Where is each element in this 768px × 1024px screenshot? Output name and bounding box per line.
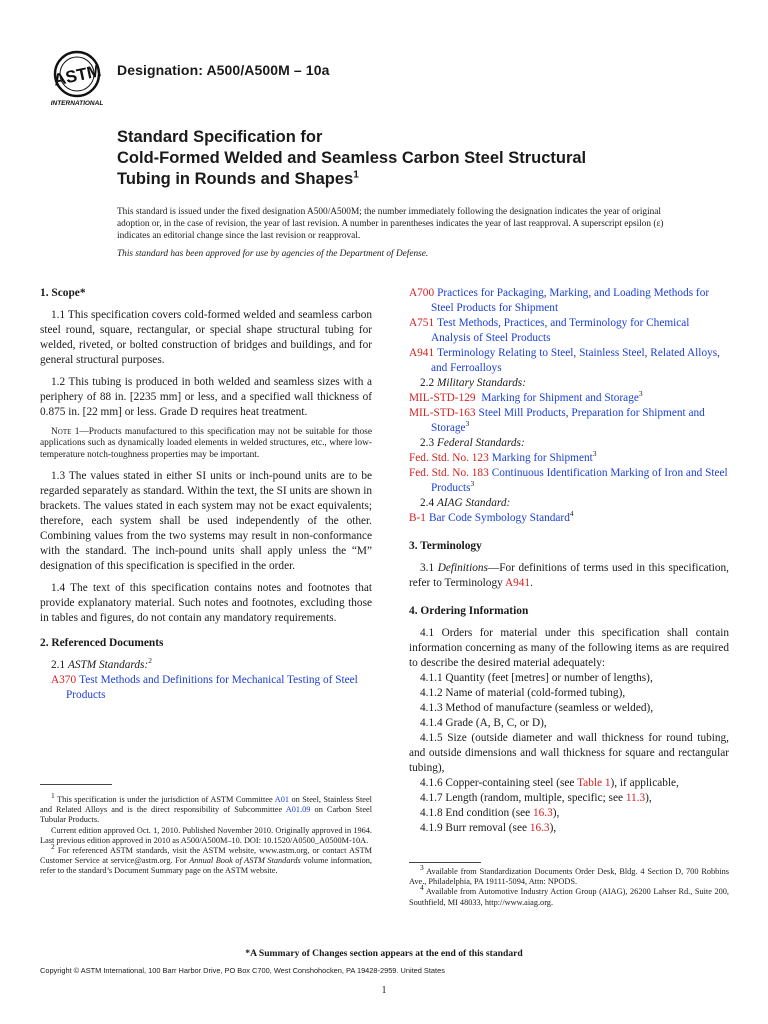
link-11-3[interactable]: 11.3 <box>625 792 646 804</box>
ref-code[interactable]: A370 <box>51 673 77 686</box>
ref-code[interactable]: A751 <box>409 317 435 329</box>
ordering-item-4-1-8 <box>409 806 729 821</box>
note-label: Note 1 <box>51 427 80 437</box>
ref-title[interactable]: Marking for Shipment and Storage <box>481 392 639 404</box>
fn4-text: Available from Automotive Industry Action Group (AIAG), 26200 Lahser Rd., Suite 200, Southfield, MI 48033, http://www.aiag.org. <box>409 887 729 907</box>
title-footnote-mark: 1 <box>353 169 359 181</box>
logo-international: INTERNATIONAL <box>50 100 104 107</box>
ref-fed-std-183[interactable] <box>409 466 729 496</box>
sub-label: AIAG Standard: <box>436 497 511 509</box>
sub-number: 2.1 <box>51 658 66 671</box>
link-16-3[interactable]: 16.3 <box>529 822 550 834</box>
refdocs-sub-2-1 <box>40 658 372 673</box>
note-text: —Products manufactured to this specification may not be suitable for those applications such as dynamically loaded elements in welded structures, etc., where low-temperature notch-toughness properties may be important. <box>40 427 372 460</box>
ordering-item-4-1-7 <box>409 791 729 806</box>
footnote-mark: 3 <box>465 419 470 429</box>
copyright: Copyright © ASTM International, 100 Barr Harbor Drive, PO Box C700, West Conshohocken, PA 19428-2959. United States <box>40 966 445 975</box>
ref-title[interactable]: Test Methods, Practices, and Terminology for Chemical Analysis of Steel Products <box>431 317 690 344</box>
link-table-1[interactable]: Table 1 <box>577 777 611 789</box>
item-text: ), if applicable, <box>610 777 679 789</box>
scope-p4: 1.4 The text of this specification contains notes and footnotes that provide explanatory material. Such notes and footnotes, excluding those in tables and figures, do not contain any mandatory requirements. <box>40 581 372 624</box>
sub-label: ASTM Standards: <box>67 658 149 671</box>
item-text: 4.1.9 Burr removal (see <box>420 822 530 834</box>
ref-a700[interactable] <box>409 286 729 316</box>
ordering-p1: 4.1 Orders for material under this specification shall contain information concerning as many of the following items as are required to describe the desired material adequately: <box>409 627 729 669</box>
left-column <box>40 286 372 703</box>
ordering-heading: 4. Ordering Information <box>409 605 529 617</box>
sub-number: 2.2 <box>420 377 435 389</box>
footnote-mark: 1 <box>51 791 55 801</box>
link-16-3[interactable]: 16.3 <box>532 807 553 819</box>
designation: Designation: A500/A500M – 10a <box>117 62 330 78</box>
fn2-text-a: For referenced ASTM standards, visit the ASTM website, www.astm.org, or contact ASTM Customer Service at service@astm.org. For <box>40 846 373 866</box>
ref-title[interactable]: Marking for Shipment <box>491 452 593 464</box>
footnotes-right <box>409 863 729 908</box>
right-column <box>409 286 729 836</box>
astm-logo <box>42 50 112 108</box>
item-text: 4.1.8 End condition (see <box>420 807 533 819</box>
ref-code[interactable]: Fed. Std. No. 123 <box>409 452 489 464</box>
footnotes-left <box>40 791 373 877</box>
item-text: ), <box>552 807 560 819</box>
title-line-2: Cold-Formed Welded and Seamless Carbon Steel Structural <box>117 149 587 167</box>
footnote-1-edition: Current edition approved Oct. 1, 2010. Published November 2010. Originally approved in 1964. Last previous edition approved in 2010 as A500/A500M–10. DOI: 10.1520/A0500_A0500M-10A. <box>40 825 372 845</box>
scope-p3: 1.3 The values stated in either SI units or inch-pound units are to be regarded separately as standard. Within the text, the SI units are shown in brackets. The values stated in each system may not be exact equivalents; therefore, each system shall be used independently of the other. Combining values from the two systems may result in non-conformance with the standard. The inch-pound units shall apply unless the “M” designation of this specification is specified in the order. <box>40 469 372 572</box>
fn1-link-a0109[interactable]: A01.09 <box>285 805 311 815</box>
note-1 <box>40 427 372 461</box>
footnote-mark: 3 <box>638 389 643 399</box>
footnote-mark: 4 <box>569 509 574 519</box>
fn1-text-c: on Carbon Steel Tubular Products. <box>40 805 372 825</box>
ref-title[interactable]: Test Methods and Definitions for Mechanical Testing of Steel Products <box>66 673 358 701</box>
ordering-item-4-1-2: 4.1.2 Name of material (cold-formed tubing), <box>420 687 626 699</box>
sub-number: 2.4 <box>420 497 435 509</box>
ref-a751[interactable] <box>409 316 729 346</box>
item-text: ), <box>645 792 652 804</box>
footnote-mark: 3 <box>420 863 424 873</box>
ref-title[interactable]: Practices for Packaging, Marking, and Loading Methods for Steel Products for Shipment <box>431 287 710 314</box>
scope-heading: 1. Scope* <box>40 287 86 299</box>
refdocs-sub-2-2 <box>409 376 729 391</box>
logo-letters: ASTM <box>51 61 103 90</box>
approved-notice: This standard has been approved for use by agencies of the Department of Defense. <box>117 249 429 259</box>
sub-label: Federal Standards: <box>436 437 525 449</box>
footnote-rule-left <box>40 784 112 785</box>
footnote-mark: 2 <box>51 842 55 852</box>
item-text: ), <box>549 822 557 834</box>
ref-fed-std-123[interactable] <box>409 451 729 466</box>
refdocs-heading: 2. Referenced Documents <box>40 636 164 649</box>
terminology-heading: 3. Terminology <box>409 540 482 552</box>
issued-notice: This standard is issued under the fixed designation A500/A500M; the number immediately following the designation indicates the year of original adoption or, in the case of revision, the year of last revision. A number in parentheses indicates the year of last reapproval. A superscript epsilon (ε) indicates an editorial change since the last revision or reapproval. <box>117 207 664 242</box>
item-text: 4.1.6 Copper-containing steel (see <box>420 777 578 789</box>
ordering-item-4-1-5: 4.1.5 Size (outside diameter and wall thickness for round tubing, and outside dimensions and wall thickness for square and rectangular tubing), <box>409 732 729 774</box>
ordering-item-4-1-4: 4.1.4 Grade (A, B, C, or D), <box>420 717 547 729</box>
term-number: 3.1 <box>420 562 435 574</box>
footnote-1 <box>40 791 372 826</box>
term-end: . <box>530 577 533 589</box>
ref-code[interactable]: A700 <box>409 287 435 299</box>
fn1-text-b: on Steel, Stainless Steel and Related Alloys and is the direct responsibility of Subcommittee <box>40 795 372 815</box>
ordering-item-4-1-9 <box>409 821 729 836</box>
ref-title[interactable]: Terminology Relating to Steel, Stainless Steel, Related Alloys, and Ferroalloys <box>431 347 720 374</box>
ref-mil-std-163[interactable] <box>409 406 729 436</box>
term-link-a941[interactable]: A941 <box>504 577 531 589</box>
fn1-text-a: This specification is under the jurisdiction of ASTM Committee <box>57 795 273 804</box>
term-italic: Definitions <box>437 562 488 574</box>
scope-p2: 1.2 This tubing is produced in both welded and seamless sizes with a periphery of 88 in. [2235 mm] or less, and a specified wall thickness of 0.875 in. [22 mm] or less. Grade D requires heat treatment. <box>40 376 372 418</box>
scope-p1: 1.1 This specification covers cold-formed welded and seamless carbon steel round, square, rectangular, or special shape structural tubing for welded, riveted, or bolted construction of bridges and buildings, and for general structural purposes. <box>40 309 372 366</box>
ordering-item-4-1-6 <box>409 776 729 791</box>
sub-number: 2.3 <box>420 437 435 449</box>
ref-code[interactable]: A941 <box>409 347 435 359</box>
ref-a370[interactable] <box>40 673 372 703</box>
ref-code[interactable]: Fed. Std. No. 183 <box>409 467 489 479</box>
ref-a941[interactable] <box>409 346 729 376</box>
footnote-mark: 3 <box>470 479 475 489</box>
ref-b1[interactable] <box>409 511 729 526</box>
term-text: —For definitions of terms used in this specification, refer to Terminology <box>409 562 729 589</box>
ordering-item-4-1-1: 4.1.1 Quantity (feet [metres] or number of lengths), <box>420 672 653 684</box>
ref-code[interactable]: MIL-STD-163 <box>409 407 476 419</box>
sub-label: Military Standards: <box>436 377 526 389</box>
ref-code[interactable]: B-1 <box>409 512 426 524</box>
item-text: 4.1.7 Length (random, multiple, specific; see <box>420 792 626 804</box>
title-line-3-text: Tubing in Rounds and Shapes <box>117 170 354 188</box>
ref-code[interactable]: MIL-STD-129 <box>409 392 476 404</box>
ref-title[interactable]: Steel Mill Products, Preparation for Shipment and Storage <box>431 407 705 434</box>
summary-notice: *A Summary of Changes section appears at the end of this standard <box>245 948 523 959</box>
footnote-2 <box>40 842 373 877</box>
title-line-1: Standard Specification for <box>117 128 323 146</box>
page-number: 1 <box>381 985 387 996</box>
footnote-mark: 3 <box>592 449 597 459</box>
fn2-text-b: volume information, refer to the standard’s Document Summary page on the ASTM website. <box>40 856 372 876</box>
footnote-mark: 2 <box>148 656 152 666</box>
fn2-italic: Annual Book of ASTM Standards <box>189 856 301 866</box>
terminology-p1 <box>409 561 729 591</box>
fn3-text: Available from Standardization Documents Order Desk, Bldg. 4 Section D, 700 Robbins Ave., Philadelphia, PA 19111-5094, Attn: NPODS. <box>409 867 729 887</box>
footnote-3 <box>409 863 729 887</box>
ref-title[interactable]: Bar Code Symbology Standard <box>428 512 570 524</box>
fn1-link-a01[interactable]: A01 <box>274 795 290 804</box>
footnote-4 <box>409 883 729 907</box>
ordering-item-4-1-3: 4.1.3 Method of manufacture (seamless or welded), <box>420 702 654 714</box>
title-line-3 <box>117 169 717 190</box>
document-title <box>117 127 717 190</box>
footnote-mark: 4 <box>420 883 424 893</box>
ref-title[interactable]: Continuous Identification Marking of Iron and Steel Products <box>431 467 728 494</box>
ref-mil-std-129[interactable] <box>409 391 729 406</box>
refdocs-sub-2-3 <box>409 436 729 451</box>
